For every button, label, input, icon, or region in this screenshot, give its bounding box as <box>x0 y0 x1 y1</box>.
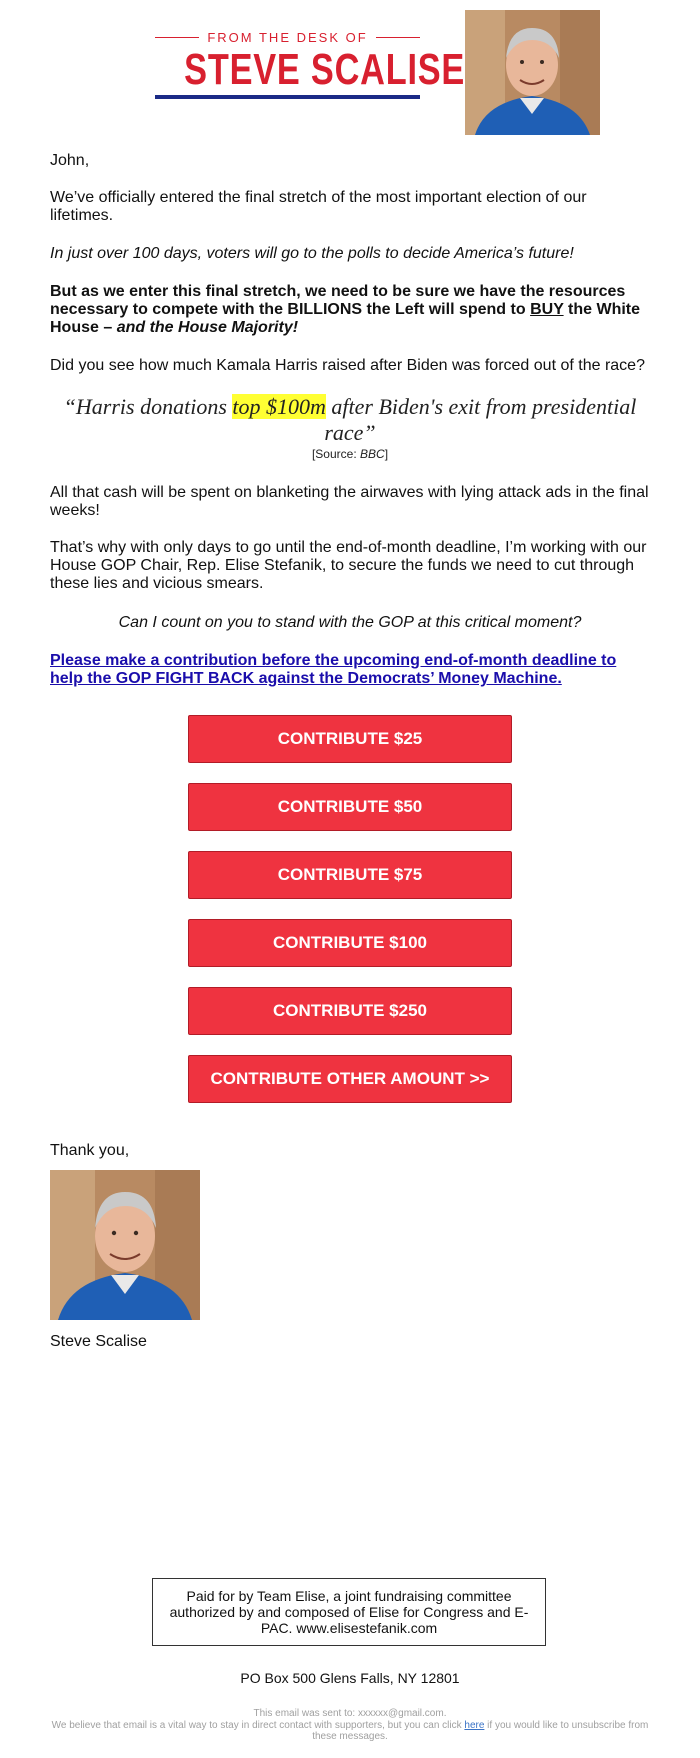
thank-you: Thank you, <box>50 1142 130 1159</box>
paragraph-4: Did you see how much Kamala Harris raised after Biden was forced out of the race? <box>50 357 645 374</box>
source-name: BBC <box>360 447 385 461</box>
logo-tagline-text: FROM THE DESK OF <box>207 30 368 45</box>
quote-highlight: top $100m <box>232 394 326 419</box>
logo-underline <box>155 95 420 99</box>
unsubscribe-text-a: We believe that email is a vital way to stay in direct contact with supporters, but you can click <box>51 1720 465 1731</box>
unsubscribe-link[interactable]: here <box>464 1720 485 1731</box>
paragraph-5: All that cash will be spent on blanketing the airwaves with lying attack ads in the final weeks! <box>50 484 649 519</box>
source-prefix: [Source: <box>311 447 360 461</box>
logo-tagline <box>155 30 420 45</box>
paragraph-3-buy: BUY <box>530 301 564 318</box>
paragraph-3 <box>50 283 650 337</box>
paragraph-3-part-c: and the House Majority! <box>116 319 299 336</box>
paragraph-3-part-b: the White House – <box>50 301 641 336</box>
contribute-75-button[interactable]: CONTRIBUTE $75 <box>188 851 512 899</box>
paid-for-disclaimer: Paid for by Team Elise, a joint fundraising committee authorized by and composed of Elise for Congress and E-PAC. www.elisestefanik.com <box>152 1578 546 1646</box>
logo-rule-right <box>376 37 420 38</box>
source-suffix: ] <box>384 447 389 461</box>
paragraph-3-part-a: But as we enter this final stretch, we need to be sure we have the resources necessary to compete with the BILLIONS the Left will spend to <box>50 283 626 318</box>
mailing-address: PO Box 500 Glens Falls, NY 12801 <box>240 1670 460 1686</box>
greeting: John, <box>50 152 90 169</box>
contribute-other-amount-button[interactable]: CONTRIBUTE OTHER AMOUNT >> <box>188 1055 512 1103</box>
contribute-250-button[interactable]: CONTRIBUTE $250 <box>188 987 512 1035</box>
paragraph-2: In just over 100 days, voters will go to the polls to decide America’s future! <box>50 245 574 262</box>
unsubscribe-notice <box>50 1720 650 1742</box>
contribution-link[interactable]: Please make a contribution before the upcoming end-of-month deadline to help the GOP FIGHT BACK against the Democrats’ Money Machine. <box>50 652 617 687</box>
contribute-25-button[interactable]: CONTRIBUTE $25 <box>188 715 512 763</box>
sent-to-notice: This email was sent to: xxxxxx@gmail.com. <box>253 1708 447 1719</box>
paragraph-1: We’ve officially entered the final stretch of the most important election of our lifetimes. <box>50 189 587 224</box>
contribute-100-button[interactable]: CONTRIBUTE $100 <box>188 919 512 967</box>
contribution-link-wrapper <box>50 652 650 688</box>
news-quote <box>50 394 650 446</box>
signature-name: Steve Scalise <box>50 1333 147 1350</box>
header-portrait-photo <box>465 10 600 135</box>
quote-source <box>50 447 650 461</box>
quote-part-b: after Biden's exit from presidential race” <box>324 394 637 445</box>
contribute-50-button[interactable]: CONTRIBUTE $50 <box>188 783 512 831</box>
header-logo <box>155 30 466 110</box>
paragraph-6: That’s why with only days to go until the end-of-month deadline, I’m working with our House GOP Chair, Rep. Elise Stefanik, to secure the funds we need to cut through these lies and vicious smears. <box>50 539 647 592</box>
paragraph-7: Can I count on you to stand with the GOP at this critical moment? <box>118 614 582 631</box>
logo-name: STEVE SCALISE <box>184 45 466 94</box>
unsubscribe-text-b: if you would like to unsubscribe from these messages. <box>312 1720 649 1742</box>
quote-part-a: “Harris donations <box>63 394 233 419</box>
signature-portrait-photo <box>50 1170 200 1320</box>
logo-rule-left <box>155 37 199 38</box>
